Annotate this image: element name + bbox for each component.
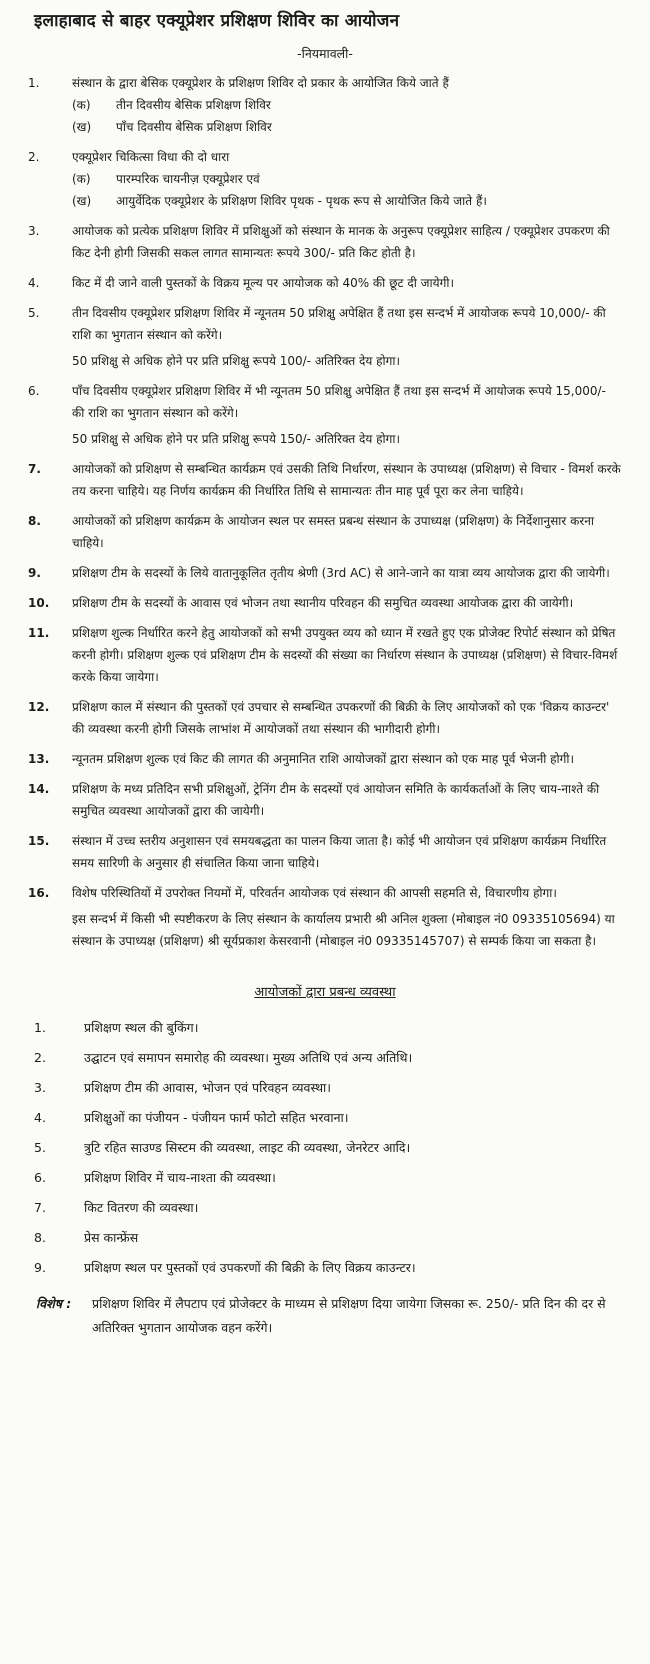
rule-body <box>72 696 622 740</box>
arrangement-number: 6. <box>34 1170 46 1185</box>
rule-number: 12. <box>28 700 50 714</box>
rule-subitem <box>72 190 622 212</box>
rule-text: प्रशिक्षण के मध्य प्रतिदिन सभी प्रशिक्षुओं, ट्रेनिंग टीम के सदस्यों एवं आयोजन समिति के कार्यकर्ताओं के लिए चाय-नाश्ते की समुचित व्यवस्था आयोजकों द्वारा की जायेगी। <box>72 782 600 818</box>
rule-body <box>72 458 622 502</box>
rule-text: आयोजकों को प्रशिक्षण से सम्बन्धित कार्यक्रम एवं उसकी तिथि निर्धारण, संस्थान के उपाध्यक्ष (प्रशिक्षण) से विचार - विमर्श करके तय करना चाहिये। यह निर्णय कार्यक्रम की निर्धारित तिथि से सामान्यतः तीन माह पूर्व पूरा कर लेना चाहिये। <box>72 462 621 498</box>
rule-item <box>28 748 622 770</box>
special-note <box>28 1292 622 1340</box>
rule-body <box>72 146 622 212</box>
arrangement-item <box>28 1078 622 1098</box>
arrangement-item <box>28 1258 622 1278</box>
rule-number: 9. <box>28 566 41 580</box>
rule-body <box>72 622 622 688</box>
arrangement-number: 3. <box>34 1080 46 1095</box>
subitem-label: (ख) <box>72 194 92 208</box>
rule-item <box>28 830 622 874</box>
rule-text: प्रशिक्षण टीम के सदस्यों के लिये वातानुकूलित तृतीय श्रेणी (3rd AC) से आने-जाने का यात्रा व्यय आयोजक द्वारा की जायेगी। <box>72 566 610 580</box>
arrangement-item <box>28 1138 622 1158</box>
rule-text: एक्यूप्रेशर चिकित्सा विधा की दो धारा <box>72 150 230 164</box>
rule-number: 11. <box>28 626 50 640</box>
rule-body <box>72 220 622 264</box>
rule-item <box>28 696 622 740</box>
arrangement-text: प्रशिक्षण स्थल पर पुस्तकों एवं उपकरणों की बिक्री के लिए विक्रय काउन्टर। <box>84 1260 416 1275</box>
rule-number: 7. <box>28 462 41 476</box>
rule-text: पाँच दिवसीय एक्यूप्रेशर प्रशिक्षण शिविर में भी न्यूनतम 50 प्रशिक्षु अपेक्षित हैं तथा इस सन्दर्भ में आयोजक रूपये 15,000/- की राशि का भुगतान संस्थान को करेंगे। <box>72 384 606 420</box>
rule-item <box>28 458 622 502</box>
arrangement-number: 5. <box>34 1140 46 1155</box>
rule-subitem <box>72 168 622 190</box>
rule-text: न्यूनतम प्रशिक्षण शुल्क एवं किट की लागत की अनुमानित राशि आयोजकों द्वारा संस्थान को एक माह पूर्व भेजनी होगी। <box>72 752 575 766</box>
arrangement-number: 8. <box>34 1230 46 1245</box>
rule-text: आयोजकों को प्रशिक्षण कार्यक्रम के आयोजन स्थल पर समस्त प्रबन्ध संस्थान के उपाध्यक्ष (प्रशिक्षण) के निर्देशानुसार करना चाहिये। <box>72 514 595 550</box>
rules-list <box>28 72 622 952</box>
subitem-text: तीन दिवसीय बेसिक प्रशिक्षण शिविर <box>116 98 271 112</box>
rule-body <box>72 302 622 372</box>
arrangements-list <box>28 1018 622 1278</box>
rule-text: संस्थान के द्वारा बेसिक एक्यूप्रेशर के प्रशिक्षण शिविर दो प्रकार के आयोजित किये जाते हैं <box>72 76 449 90</box>
arrangement-item <box>28 1168 622 1188</box>
rule-item <box>28 380 622 450</box>
rule-number: 13. <box>28 752 50 766</box>
rule-number: 4. <box>28 276 40 290</box>
subitem-label: (ख) <box>72 120 92 134</box>
arrangement-number: 4. <box>34 1110 46 1125</box>
rule-item <box>28 592 622 614</box>
rule-text: प्रशिक्षण टीम के सदस्यों के आवास एवं भोजन तथा स्थानीय परिवहन की समुचित व्यवस्था आयोजक द्वारा की जायेगी। <box>72 596 574 610</box>
arrangement-number: 7. <box>34 1200 46 1215</box>
arrangement-item <box>28 1108 622 1128</box>
arrangement-text: प्रशिक्षण स्थल की बुकिंग। <box>84 1020 199 1035</box>
arrangement-text: त्रुटि रहित साउण्ड सिस्टम की व्यवस्था, लाइट की व्यवस्था, जेनरेटर आदि। <box>84 1140 411 1155</box>
arrangement-text: प्रशिक्षण टीम की आवास, भोजन एवं परिवहन व्यवस्था। <box>84 1080 332 1095</box>
rule-body <box>72 830 622 874</box>
arrangement-text: प्रशिक्षुओं का पंजीयन - पंजीयन फार्म फोटो सहित भरवाना। <box>84 1110 349 1125</box>
rule-subitem <box>72 94 622 116</box>
arrangement-item <box>28 1048 622 1068</box>
rule-number: 6. <box>28 384 40 398</box>
arrangement-text: किट वितरण की व्यवस्था। <box>84 1200 199 1215</box>
rule-item <box>28 146 622 212</box>
arrangement-item <box>28 1228 622 1248</box>
rule-extra-text: 50 प्रशिक्षु से अधिक होने पर प्रति प्रशिक्षु रूपये 150/- अतिरिक्त देय होगा। <box>72 432 401 446</box>
rule-number: 15. <box>28 834 50 848</box>
rule-item <box>28 622 622 688</box>
page-title: इलाहाबाद से बाहर एक्यूप्रेशर प्रशिक्षण शिविर का आयोजन <box>34 11 400 31</box>
rule-text: आयोजक को प्रत्येक प्रशिक्षण शिविर में प्रशिक्षुओं को संस्थान के मानक के अनुरूप एक्यूप्रेशर साहित्य / एक्यूप्रेशर उपकरण की किट देनी होगी जिसकी सकल लागत सामान्यतः रूपये 300/- प्रति किट होती है। <box>72 224 610 260</box>
subitem-label: (क) <box>72 98 91 112</box>
rule-number: 8. <box>28 514 41 528</box>
rule-item <box>28 778 622 822</box>
rule-text: किट में दी जाने वाली पुस्तकों के विक्रय मूल्य पर आयोजक को 40% की छूट दी जायेगी। <box>72 276 455 290</box>
rule-body <box>72 510 622 554</box>
rule-item <box>28 562 622 584</box>
arrangement-number: 1. <box>34 1020 46 1035</box>
note-label: विशेष : <box>36 1296 72 1311</box>
rule-number: 2. <box>28 150 40 164</box>
arrangement-number: 9. <box>34 1260 46 1275</box>
rule-text: विशेष परिस्थितियों में उपरोक्त नियमों में, परिवर्तन आयोजक एवं संस्थान की आपसी सहमति से, विचारणीय होगा। <box>72 886 557 900</box>
rule-body <box>72 72 622 138</box>
subitem-text: आयुर्वेदिक एक्यूप्रेशर के प्रशिक्षण शिविर पृथक - पृथक रूप से आयोजित किये जाते हैं। <box>116 194 487 208</box>
subitem-text: पारम्परिक चायनीज़ एक्यूप्रेशर एवं <box>116 172 260 186</box>
arrangement-item <box>28 1018 622 1038</box>
rule-item <box>28 302 622 372</box>
rule-body <box>72 748 622 770</box>
rule-item <box>28 220 622 264</box>
rule-body <box>72 778 622 822</box>
arrangement-item <box>28 1198 622 1218</box>
rule-number: 3. <box>28 224 40 238</box>
rule-item <box>28 72 622 138</box>
rule-subitem <box>72 116 622 138</box>
rule-text: प्रशिक्षण शुल्क निर्धारित करने हेतु आयोजकों को सभी उपयुक्त व्यय को ध्यान में रखते हुए एक प्रोजेक्ट रिपोर्ट संस्थान को प्रेषित करनी होगी। प्रशिक्षण शुल्क एवं प्रशिक्षण टीम के सदस्यों की संख्या का निर्धारण संस्थान के उपाध्यक्ष (प्रशिक्षण) से विचार-विमर्श करके किया जायेगा। <box>72 626 618 684</box>
arrangement-number: 2. <box>34 1050 46 1065</box>
note-text: प्रशिक्षण शिविर में लैपटाप एवं प्रोजेक्टर के माध्यम से प्रशिक्षण दिया जायेगा जिसका रू. 250/- प्रति दिन की दर से अतिरिक्त भुगतान आयोजक वहन करेंगे। <box>92 1296 606 1335</box>
rule-extra-text: इस सन्दर्भ में किसी भी स्पष्टीकरण के लिए संस्थान के कार्यालय प्रभारी श्री अनिल शुक्ला (मोबाइल नं0 09335105694) या संस्थान के उपाध्यक्ष (प्रशिक्षण) श्री सूर्यप्रकाश केसरवानी (मोबाइल नं0 09335145707) से सम्पर्क किया जा सकता है। <box>72 912 615 948</box>
rules-heading: -नियमावली- <box>297 46 353 61</box>
subitem-label: (क) <box>72 172 91 186</box>
rule-body <box>72 882 622 952</box>
rule-body <box>72 592 622 614</box>
rule-number: 10. <box>28 596 50 610</box>
rule-text: तीन दिवसीय एक्यूप्रेशर प्रशिक्षण शिविर में न्यूनतम 50 प्रशिक्षु अपेक्षित हैं तथा इस सन्दर्भ में आयोजक रूपये 10,000/- की राशि का भुगतान संस्थान को करेंगे। <box>72 306 606 342</box>
rule-item <box>28 882 622 952</box>
arrangement-text: प्रशिक्षण शिविर में चाय-नाश्ता की व्यवस्था। <box>84 1170 276 1185</box>
rule-text: प्रशिक्षण काल में संस्थान की पुस्तकों एवं उपचार से सम्बन्धित उपकरणों की बिक्री के लिए आयोजकों को एक 'विक्रय काउन्टर' की व्यवस्था करनी होगी जिसके लाभांश में आयोजकों तथा संस्थान की भागीदारी होगी। <box>72 700 610 736</box>
rule-number: 5. <box>28 306 40 320</box>
rule-item <box>28 510 622 554</box>
rule-number: 16. <box>28 886 50 900</box>
arrangement-text: उद्घाटन एवं समापन समारोह की व्यवस्था। मुख्य अतिथि एवं अन्य अतिथि। <box>84 1050 413 1065</box>
rule-text: संस्थान में उच्च स्तरीय अनुशासन एवं समयबद्धता का पालन किया जाता है। कोई भी आयोजन एवं प्रशिक्षण कार्यक्रम निर्धारित समय सारिणी के अनुसार ही संचालित किया जाना चाहिये। <box>72 834 607 870</box>
rule-extra-text: 50 प्रशिक्षु से अधिक होने पर प्रति प्रशिक्षु रूपये 100/- अतिरिक्त देय होगा। <box>72 354 401 368</box>
arrangement-text: प्रेस कान्फ्रेंस <box>84 1230 139 1245</box>
rule-body <box>72 380 622 450</box>
subitem-text: पाँच दिवसीय बेसिक प्रशिक्षण शिविर <box>116 120 272 134</box>
rule-number: 1. <box>28 76 40 90</box>
rule-body <box>72 272 622 294</box>
rule-body <box>72 562 622 584</box>
rule-item <box>28 272 622 294</box>
rule-number: 14. <box>28 782 50 796</box>
arrangements-heading: आयोजकों द्वारा प्रबन्ध व्यवस्था <box>254 985 396 1000</box>
